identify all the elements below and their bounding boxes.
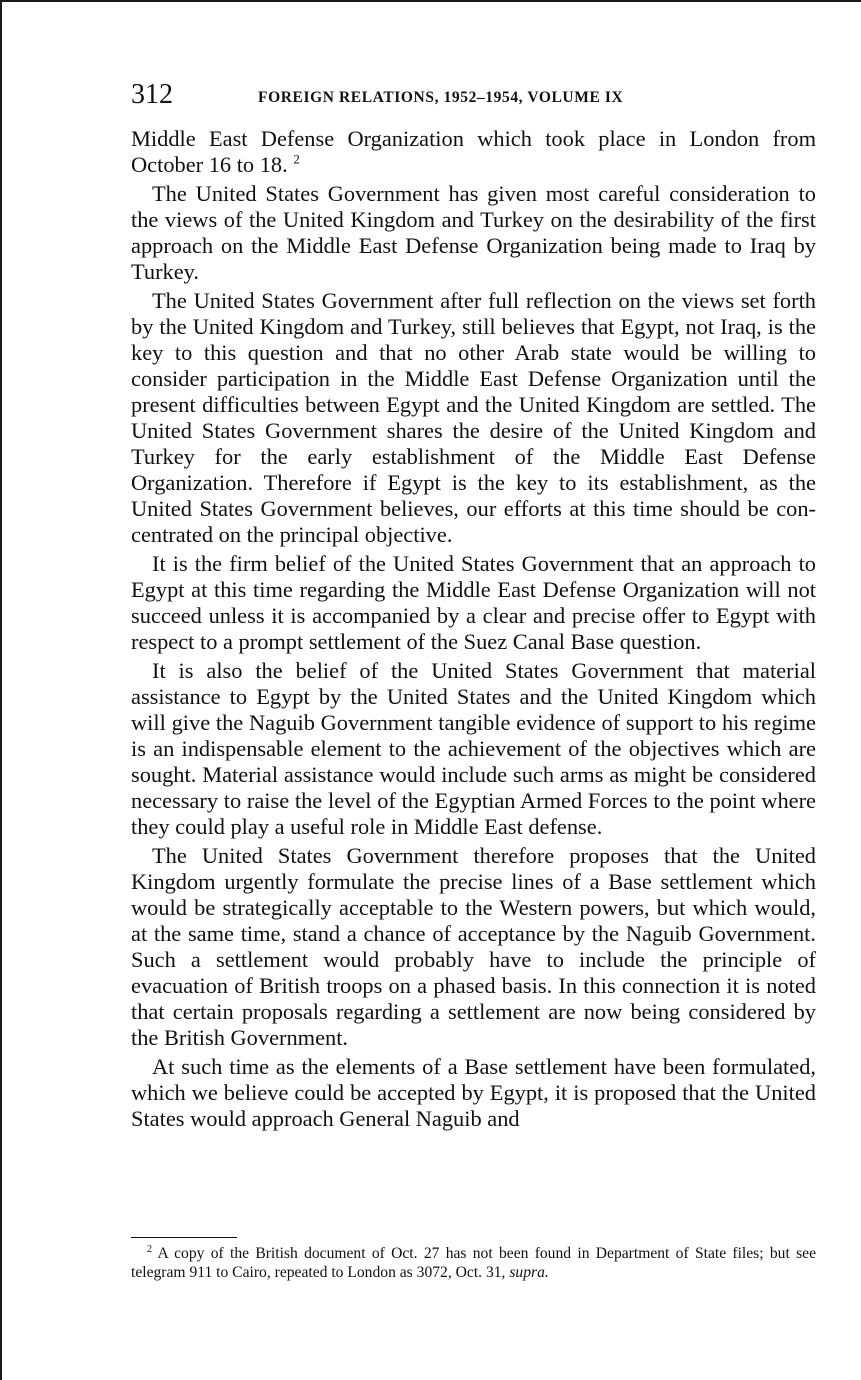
footnote-italic-word: supra. — [509, 1264, 549, 1281]
paragraph-6: The United States Government therefore proposes that the United Kingdom urgently formulate the precise lines of a Base settlement which would be strategically acceptable to the Western powers, but which would, at the same time, stand a chance of acceptance by the Naguib Government. Such a settlement would probably have to include the principle of evacuation of British troops on a phased basis. In this connection it is noted that certain proposals regarding a settlement are now being considered by the British Government. — [131, 843, 816, 1050]
paragraph-1-text: Middle East Defense Organization which took place in London from October 16 to 18. — [131, 126, 816, 177]
paragraph-1 — [131, 126, 816, 178]
footnote-divider — [131, 1237, 237, 1238]
footnote-reference: 2 — [293, 151, 300, 167]
paragraph-4: It is the firm belief of the United States Government that an approach to Egypt at this time regarding the Middle East Defense Organization will not succeed unless it is accompanied by a clear and precise offer to Egypt with respect to a prompt settlement of the Suez Canal Base question. — [131, 551, 816, 654]
paragraph-7: At such time as the elements of a Base settlement have been formulated, which we believe could be accepted by Egypt, it is proposed that the United States would approach General Naguib and — [131, 1054, 816, 1131]
paragraph-5: It is also the belief of the United States Government that material assistance to Egypt by the United States and the United Kingdom which will give the Naguib Government tangible evidence of support to his regime is an indispensable element to the achievement of the objectives which are sought. Material assistance would include such arms as might be considered necessary to raise the level of the Egyptian Armed Forces to the point where they could play a useful role in Middle East defense. — [131, 658, 816, 839]
scan-border-top — [0, 0, 861, 2]
footnote — [131, 1244, 816, 1282]
footnote-text: A copy of the British document of Oct. 27 has not been found in Department of State files; but see telegram 911 to Cairo, repeated to London as 3072, Oct. 31, — [131, 1245, 816, 1281]
footnote-marker: 2 — [147, 1243, 152, 1255]
page-number: 312 — [131, 79, 173, 110]
running-head: FOREIGN RELATIONS, 1952–1954, VOLUME IX — [258, 89, 624, 106]
paragraph-2: The United States Government has given most careful consideration to the views of the United Kingdom and Turkey on the desirability of the first approach on the Middle East Defense Organization being made to Iraq by Turkey. — [131, 181, 816, 284]
scan-border-left — [0, 0, 2, 1380]
paragraph-3: The United States Government after full reflection on the views set forth by the United Kingdom and Turkey, still believes that Egypt, not Iraq, is the key to this question and that no other Arab state would be willing to consider participation in the Middle East Defense Organization until the present difficulties between Egypt and the United Kingdom are settled. The United States Government shares the desire of the United Kingdom and Turkey for the early establishment of the Middle East Defense Organization. Therefore if Egypt is the key to its establishment, as the United States Government believes, our efforts at this time should be concentrated on the principal objective. — [131, 288, 816, 547]
body-text — [131, 126, 816, 1135]
page-header — [131, 78, 821, 114]
